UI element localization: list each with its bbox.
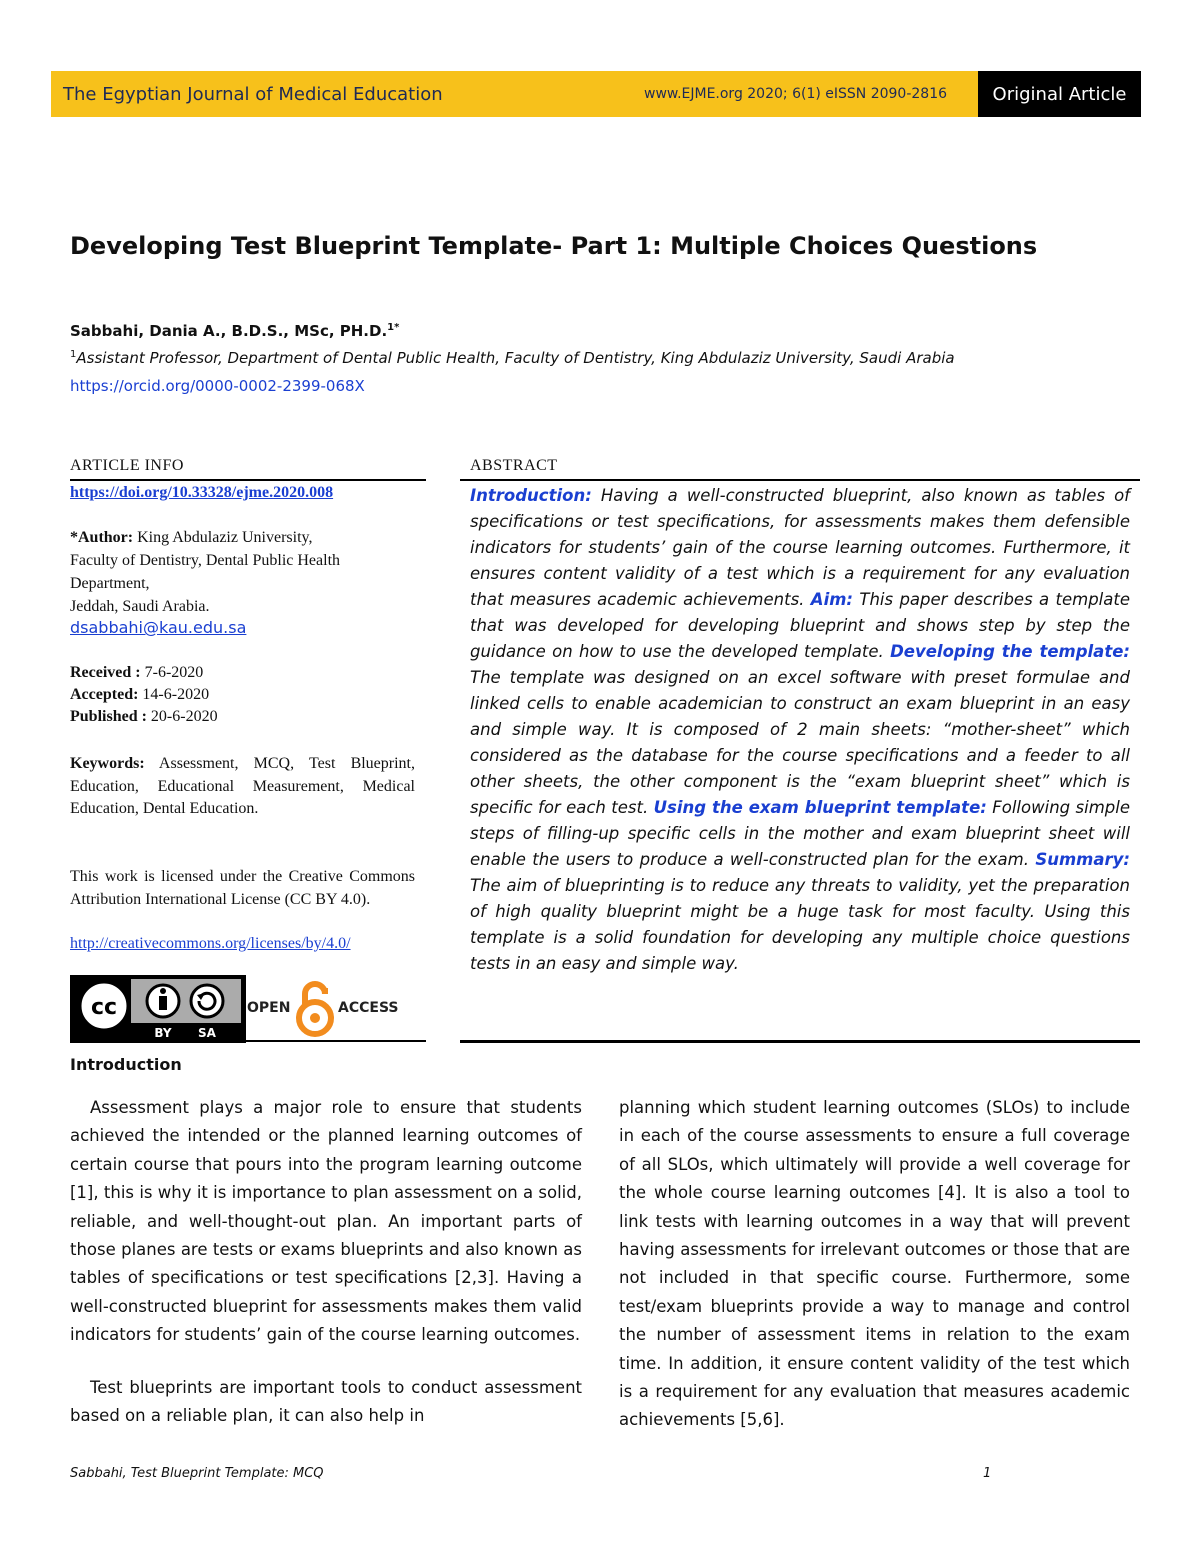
cc-sa-label: SA xyxy=(198,1026,216,1040)
accepted-row xyxy=(70,686,209,704)
affiliation-text: Assistant Professor, Department of Dental Public Health, Faculty of Dentistry, King Abdulaziz University, Saudi Arabia xyxy=(76,349,955,367)
doi-link[interactable]: https://doi.org/10.33328/ejme.2020.008 xyxy=(70,484,334,501)
article-info-heading: ARTICLE INFO xyxy=(70,457,184,474)
corr-line-3: Department, xyxy=(70,575,150,592)
published-label: Published : xyxy=(70,708,147,725)
abstract-aim-text: This paper describes a template that was developed for developing blueprint and shows step by step the guidance on how to use the developed template. xyxy=(470,590,1130,661)
article-info-bottom-rule xyxy=(70,1040,426,1042)
running-footer: Sabbahi, Test Blueprint Template: MCQ xyxy=(70,1466,324,1481)
affiliation-sup: 1 xyxy=(70,349,77,360)
intro-paragraph-3: planning which student learning outcomes (SLOs) to include in each of the course assessments to ensure a full coverage of all SLOs, which ultimately will provide a well coverage for the whole course learning outcomes [4]. It is also a tool to link tests with learning outcomes in a way that will prevent having assessments for irrelevant outcomes or those that are not included in that specific course. Furthermore, some test/exam blueprints provide a way to manage and control the number of assessment items in relation to the exam time. In addition, it ensure content validity of the test which is a requirement for any evaluation that measures academic achievements [5,6]. xyxy=(619,1098,1130,1430)
open-access-open-text: OPEN xyxy=(247,1000,291,1016)
abstract-bottom-rule xyxy=(460,1040,1140,1043)
author-name-text: Sabbahi, Dania A., B.D.S., MSc, PH.D. xyxy=(70,322,388,340)
accepted-date: 14-6-2020 xyxy=(138,686,210,703)
license-text: This work is licensed under the Creative Commons Attribution International License (CC BY 4.0). xyxy=(70,868,415,908)
author-affiliation xyxy=(70,349,955,367)
article-type-badge: Original Article xyxy=(978,71,1141,117)
cc-badge-graphic xyxy=(71,976,245,1042)
share-alike-icon xyxy=(191,985,223,1017)
abstract-dev-text: The template was designed on an excel software with preset formulae and linked cells to enable academician to construct an exam blueprint in an easy and simple way. It is composed of 2 main sheets: “mother-sheet” which considered as the database for the course specifications and a feeder to all other sheets, the other component is the “exam blueprint sheet” which is specific for each test. xyxy=(470,668,1130,817)
abstract-summary-text: The aim of blueprinting is to reduce any threats to validity, yet the preparation of high quality blueprint might be a huge task for most faculty. Using this template is a solid foundation for developing any multiple choice questions tests in an easy and simple way. xyxy=(470,876,1130,973)
intro-paragraph-2: Test blueprints are important tools to conduct assessment based on a reliable plan, it can also help in xyxy=(70,1377,582,1426)
body-column-right xyxy=(619,1094,1130,1435)
journal-name: The Egyptian Journal of Medical Education xyxy=(63,84,443,105)
article-info-rule xyxy=(70,479,426,481)
keywords-label: Keywords: xyxy=(70,755,145,772)
open-access-access-text: ACCESS xyxy=(338,1000,399,1016)
keywords xyxy=(70,753,415,821)
corr-label: *Author: xyxy=(70,529,134,546)
received-label: Received : xyxy=(70,664,141,681)
license-link[interactable]: http://creativecommons.org/licenses/by/4.0/ xyxy=(70,935,351,952)
corr-line-1 xyxy=(70,526,415,549)
cc-by-label: BY xyxy=(154,1026,172,1040)
open-access-lock-icon xyxy=(295,980,335,1038)
introduction-heading: Introduction xyxy=(70,1055,182,1074)
abstract-summary-label: Summary: xyxy=(1035,850,1131,869)
accepted-label: Accepted: xyxy=(70,686,139,703)
svg-text:cc: cc xyxy=(90,995,118,1020)
orcid-link[interactable]: https://orcid.org/0000-0002-2399-068X xyxy=(70,377,365,395)
abstract-dev-label: Developing the template: xyxy=(890,642,1130,661)
corr-line-4: Jeddah, Saudi Arabia. xyxy=(70,598,210,615)
author-name xyxy=(70,322,399,340)
abstract-aim-label: Aim: xyxy=(810,590,854,609)
published-date: 20-6-2020 xyxy=(146,708,218,725)
published-row xyxy=(70,708,218,726)
journal-citation: www.EJME.org 2020; 6(1) eISSN 2090-2816 xyxy=(644,86,948,102)
abstract-using-label: Using the exam blueprint template: xyxy=(653,798,987,817)
received-date: 7-6-2020 xyxy=(140,664,204,681)
article-title: Developing Test Blueprint Template- Part 1: Multiple Choices Questions xyxy=(70,232,1038,260)
body-column-left xyxy=(70,1094,582,1430)
corr-text-1: King Abdulaziz University, xyxy=(133,529,313,546)
abstract-intro-label: Introduction: xyxy=(470,486,592,505)
abstract-using-text: Following simple steps of filling-up specific cells in the mother and exam blueprint sheet will enable the users to produce a well-constructed plan for the exam. xyxy=(470,798,1130,869)
author-sup: 1* xyxy=(387,322,400,333)
corr-line-2: Faculty of Dentistry, Dental Public Health xyxy=(70,552,341,569)
abstract-heading: ABSTRACT xyxy=(470,457,558,474)
cc-by-sa-badge[interactable] xyxy=(70,975,246,1043)
received-row xyxy=(70,664,203,682)
abstract-intro-text: Having a well-constructed blueprint, also known as tables of specifications or test specifications, for assessments makes them defensible indicators for students’ gain of the course learning outcomes. Furthermore, it ensures content validity of a test which is a requirement for any evaluation that measures academic achievements. xyxy=(470,486,1130,609)
page-number: 1 xyxy=(983,1466,992,1481)
email-link[interactable]: dsabbahi@kau.edu.sa xyxy=(70,618,247,637)
intro-paragraph-1: Assessment plays a major role to ensure that students achieved the intended or the planned learning outcomes of certain course that pours into the program learning outcome [1], this is why it is importance to plan assessment on a solid, reliable, and well-thought-out plan. An important parts of those planes are tests or exams blueprints and also known as tables of specifications or test specifications [2,3]. Having a well-constructed blueprint for assessments makes them valid indicators for students’ gain of the course learning outcomes. xyxy=(70,1098,582,1345)
abstract-rule xyxy=(460,479,1140,481)
abstract-text xyxy=(470,483,1130,977)
keywords-text: Assessment, MCQ, Test Blueprint, Education, Educational Measurement, Medical Education, Dental Education. xyxy=(70,755,415,817)
corresponding-author-block xyxy=(70,526,415,618)
